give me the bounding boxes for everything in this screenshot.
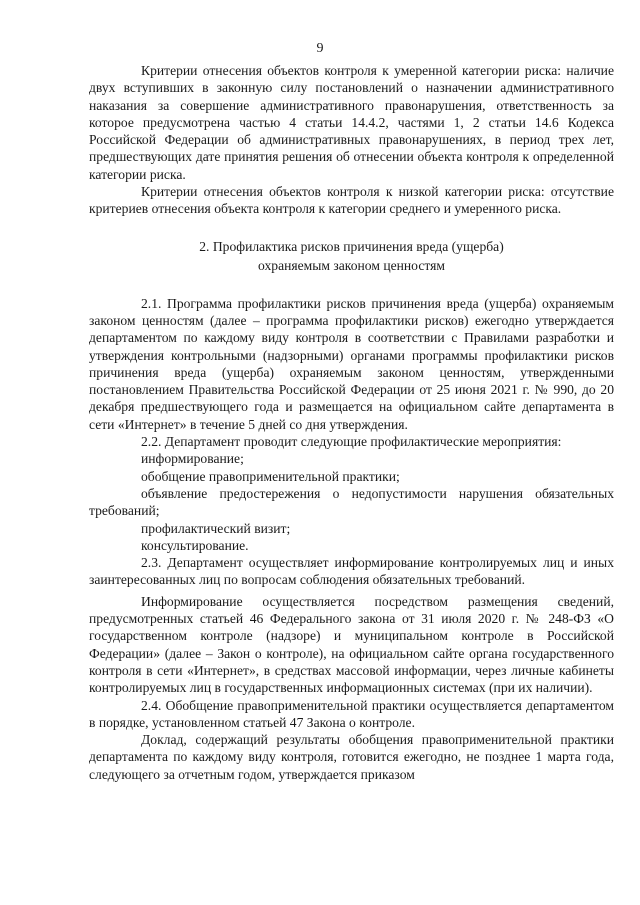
paragraph-2-4: 2.4. Обобщение правоприменительной практики осуществляется департаментом в порядке, установленном статьей 47 Закона о контроле. <box>89 697 614 730</box>
section-heading-line-2: охраняемым законом ценностям <box>258 257 445 273</box>
paragraph-2-1: 2.1. Программа профилактики рисков причинения вреда (ущерба) охраняемым законом ценностям (далее – программа профилактики рисков) ежегодно утверждается департаментом по каждому виду контроля в соответствии с Правилами разработки и утверждения контрольными (надзорными) органами программы профилактики рисков причинения вреда (ущерба) охраняемым законом ценностям, утвержденными постановлением Правительства Российской Федерации от 25 июня 2021 г. № 990, до 20 декабря предшествующего года и размещается на официальном сайте департамента в сети «Интернет» в течение 5 дней со дня утверждения. <box>89 295 614 432</box>
paragraph-report: Доклад, содержащий результаты обобщения правоприменительной практики департамента по каждому виду контроля, готовится ежегодно, не позднее 1 марта года, следующего за отчетным годом, утверждается приказом <box>89 732 614 782</box>
list-item-visit: профилактический визит; <box>141 520 291 536</box>
section-heading <box>89 237 614 275</box>
list-item-informing: информирование; <box>141 451 244 467</box>
list-item-warning: объявление предостережения о недопустимости нарушения обязательных требований; <box>89 485 614 519</box>
document-body <box>89 62 614 783</box>
paragraph-2-2: 2.2. Департамент проводит следующие профилактические мероприятия: <box>141 434 562 450</box>
paragraph-low-risk-criteria: Критерии отнесения объектов контроля к низкой категории риска: отсутствие критериев отнесения объекта контроля к категории среднего и умеренного риска. <box>89 184 614 217</box>
page-number: 9 <box>316 41 324 56</box>
list-item-consulting: консультирование. <box>141 537 249 553</box>
list-item-generalization: обобщение правоприменительной практики; <box>141 468 400 484</box>
section-heading-line-1: 2. Профилактика рисков причинения вреда (ущерба) <box>199 238 504 254</box>
paragraph-informing-method: Информирование осуществляется посредством размещения сведений, предусмотренных статьей 46 Федерального закона от 31 июля 2020 г. № 248-ФЗ «О государственном контроле (надзоре) и муниципальном контроле в Российской Федерации» (далее – Закон о контроле), на официальном сайте органа государственного контроля в сети «Интернет», в средствах массовой информации, через личные кабинеты контролируемых лиц в государственных информационных системах (при их наличии). <box>89 593 614 696</box>
paragraph-2-3: 2.3. Департамент осуществляет информирование контролируемых лиц и иных заинтересованных лиц по вопросам соблюдения обязательных требований. <box>89 555 614 588</box>
paragraph-moderate-risk-criteria: Критерии отнесения объектов контроля к умеренной категории риска: наличие двух вступивших в законную силу постановлений о назначении административного наказания за совершение административного правонарушения, ответственность за которое предусмотрена частью 4 статьи 14.4.2, частями 1, 2 статьи 14.6 Кодекса Российской Федерации об административных правонарушениях, в период трех лет, предшествующих дате принятия решения об отнесении объекта контроля к определенной категории риска. <box>89 63 614 182</box>
